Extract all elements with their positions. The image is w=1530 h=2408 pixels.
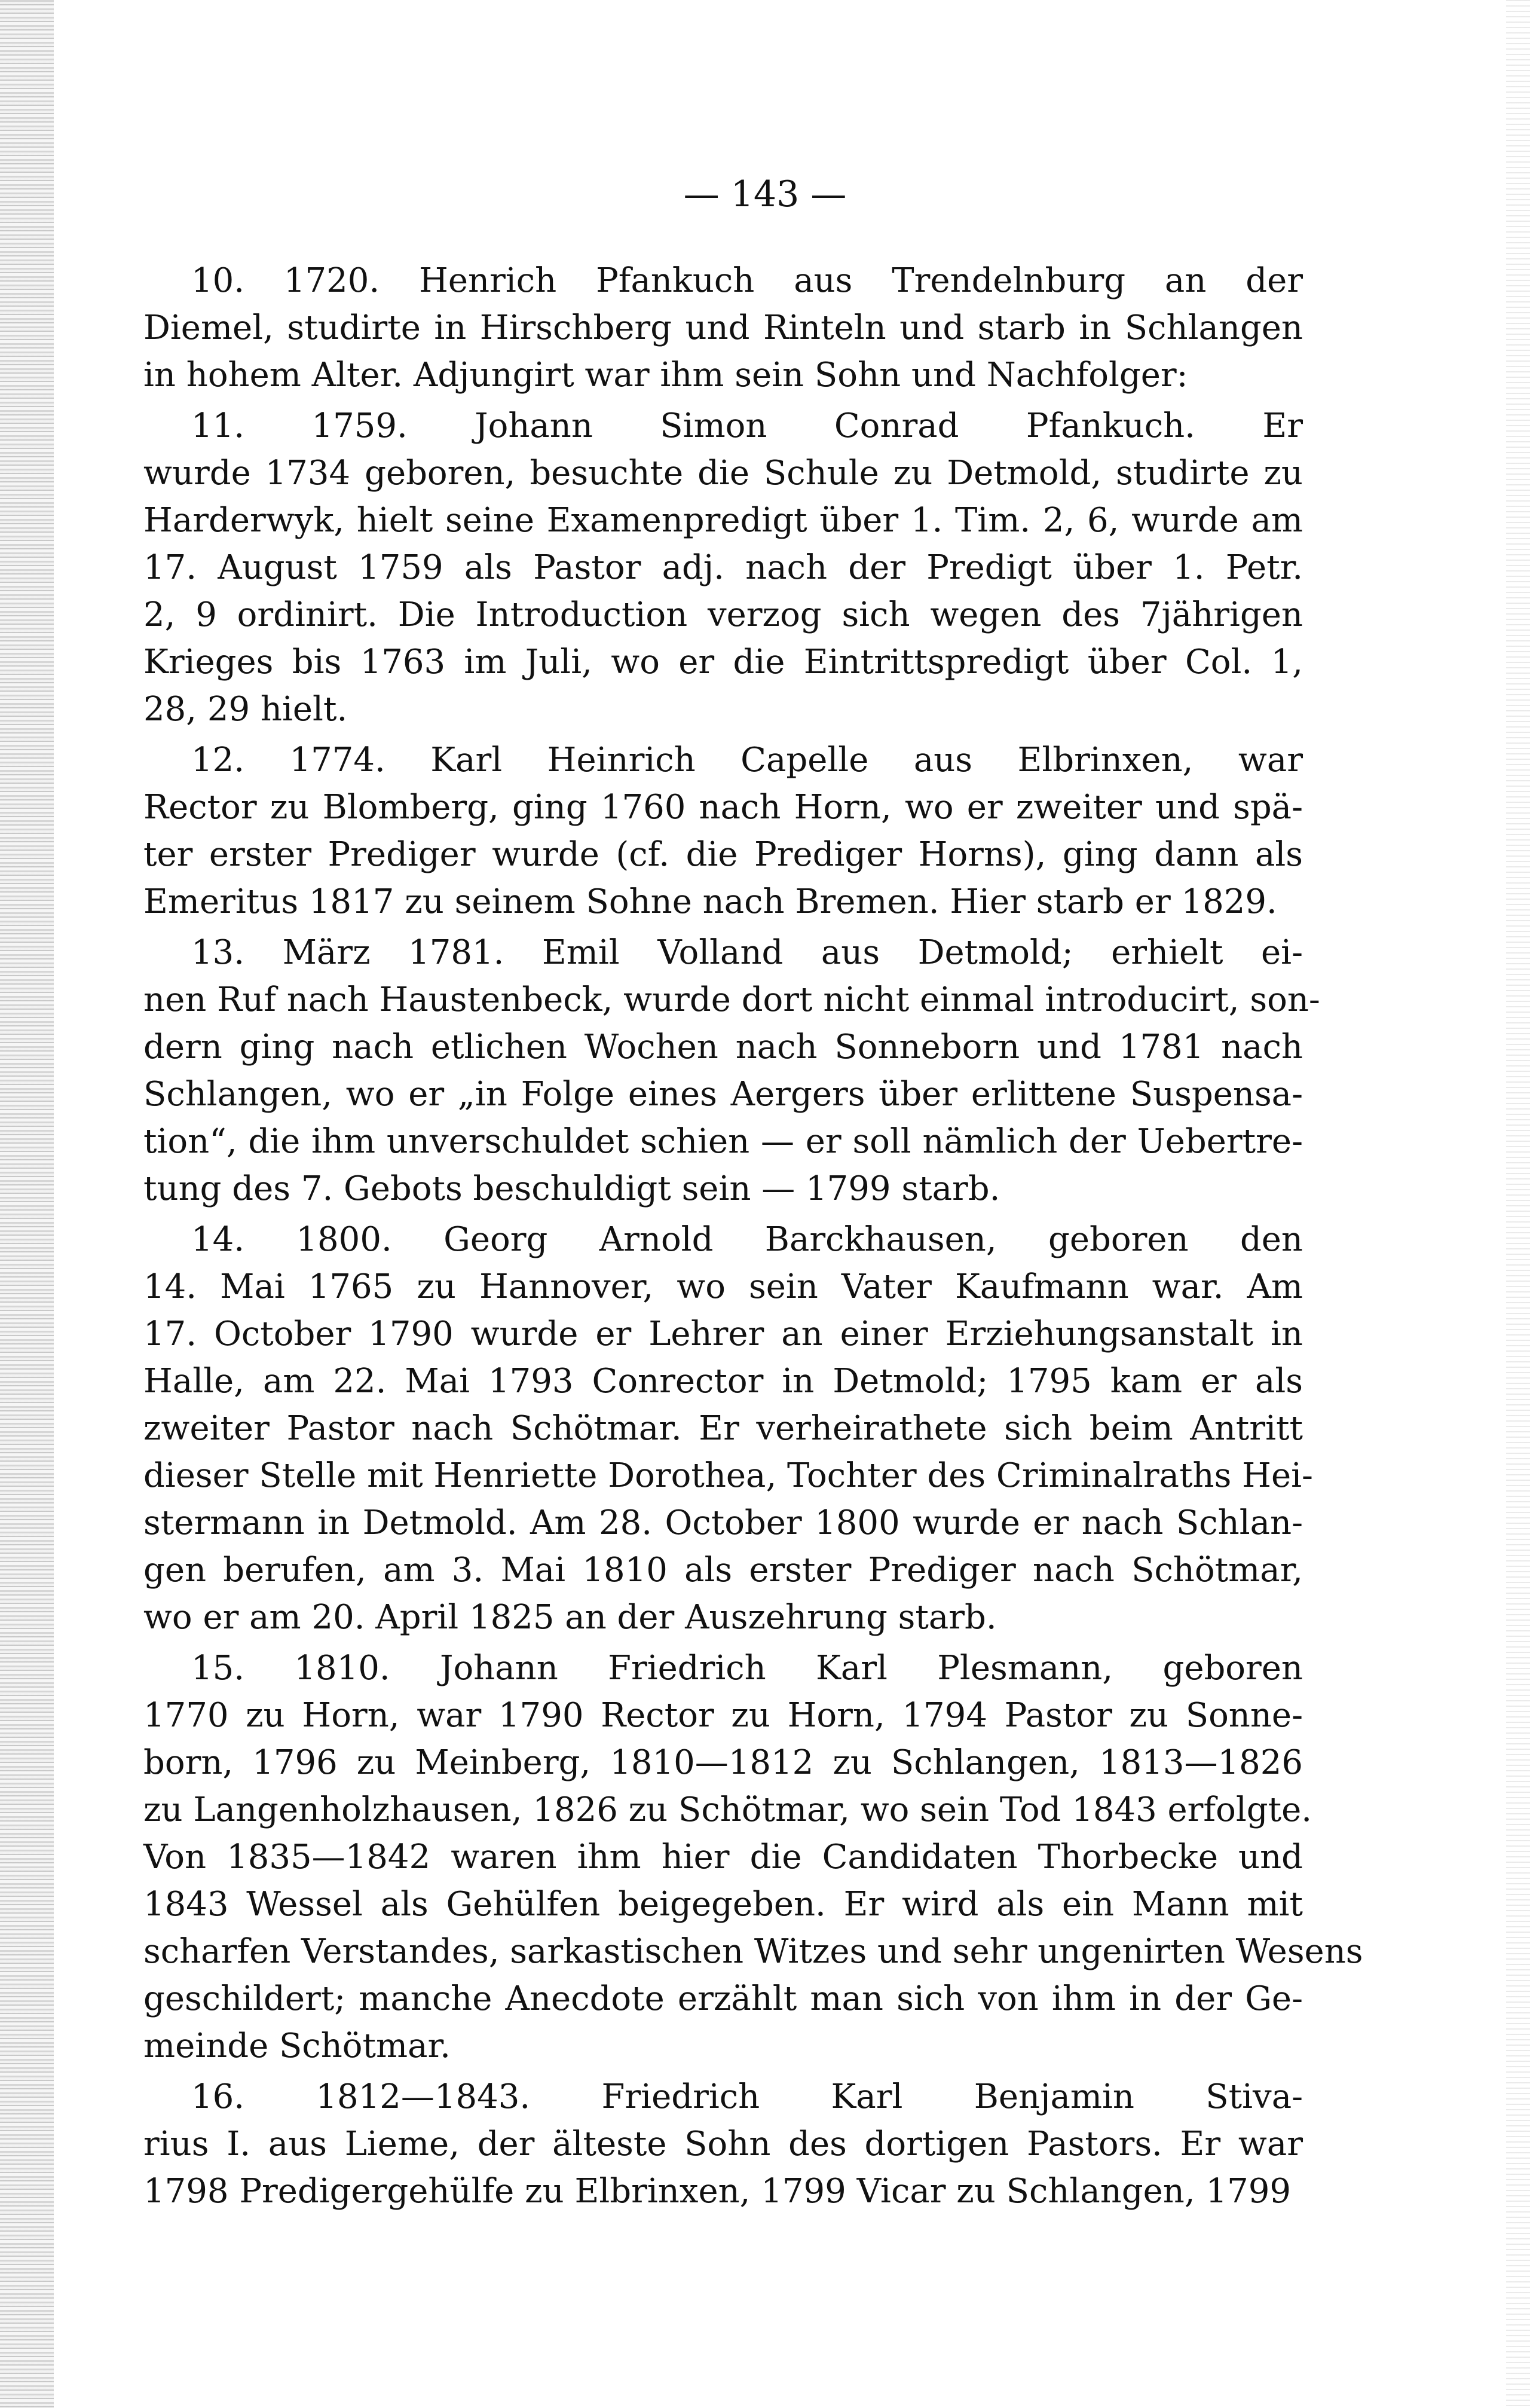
text-line: tion“, die ihm unverschuldet schien — er soll nämlich der Uebertre- [143,1122,1303,1161]
paragraph [143,257,1303,399]
text-line: tung des 7. Gebots beschuldigt sein — 1799 starb. [143,1169,1000,1208]
text-line: 14. 1800. Georg Arnold Barckhausen, geboren den [191,1220,1303,1259]
text-line: nen Ruf nach Haustenbeck, wurde dort nicht einmal introducirt, son- [143,980,1320,1019]
text-line: Diemel, studirte in Hirschberg und Rinteln und starb in Schlangen [143,308,1303,347]
text-line: Emeritus 1817 zu seinem Sohne nach Bremen. Hier starb er 1829. [143,882,1277,921]
text-line: Rector zu Blomberg, ging 1760 nach Horn, wo er zweiter und spä- [143,788,1303,827]
text-line: wurde 1734 geboren, besuchte die Schule zu Detmold, studirte zu [143,454,1303,493]
text-line: 2, 9 ordinirt. Die Introduction verzog sich wegen des 7jährigen [143,595,1303,634]
text-line: 28, 29 hielt. [143,690,348,729]
paragraph [143,2073,1303,2215]
text-line: gen berufen, am 3. Mai 1810 als erster Prediger nach Schötmar, [143,1551,1303,1590]
text-line: dern ging nach etlichen Wochen nach Sonneborn und 1781 nach [143,1028,1303,1067]
text-line: Schlangen, wo er „in Folge eines Aergers über erlittene Suspensa- [143,1075,1303,1114]
text-line: Krieges bis 1763 im Juli, wo er die Eintrittspredigt über Col. 1, [143,643,1303,682]
text-line: Von 1835—1842 waren ihm hier die Candidaten Thorbecke und [143,1838,1303,1877]
paragraph [143,402,1303,733]
text-line: Halle, am 22. Mai 1793 Conrector in Detmold; 1795 kam er als [143,1362,1303,1401]
page-body [143,257,1363,2218]
paragraph [143,737,1303,925]
text-line: zu Langenholzhausen, 1826 zu Schötmar, wo sein Tod 1843 erfolgte. [143,1790,1312,1829]
text-line: ter erster Prediger wurde (cf. die Prediger Horns), ging dann als [143,835,1303,874]
text-line: meinde Schötmar. [143,2027,451,2065]
text-line: geschildert; manche Anecdote erzählt man sich von ihm in der Ge- [143,1979,1303,2018]
text-line: 11. 1759. Johann Simon Conrad Pfankuch. Er [191,407,1303,445]
text-line: Harderwyk, hielt seine Examenpredigt über 1. Tim. 2, 6, wurde am [143,501,1303,540]
text-line: 17. October 1790 wurde er Lehrer an einer Erziehungsanstalt in [143,1315,1303,1353]
text-line: scharfen Verstandes, sarkastischen Witzes und sehr ungenirten Wesens [143,1932,1363,1971]
text-line: 1843 Wessel als Gehülfen beigegeben. Er wird als ein Mann mit [143,1885,1303,1924]
text-line: zweiter Pastor nach Schötmar. Er verheirathete sich beim Antritt [143,1409,1303,1448]
paragraph [143,1216,1313,1641]
scan-edge-left [0,0,54,2408]
text-line: rius I. aus Lieme, der älteste Sohn des dortigen Pastors. Er war [143,2125,1303,2163]
text-line: born, 1796 zu Meinberg, 1810—1812 zu Schlangen, 1813—1826 [143,1743,1303,1782]
text-line: in hohem Alter. Adjungirt war ihm sein Sohn und Nachfolger: [143,356,1188,395]
scan-edge-right [1506,0,1530,2408]
text-line: 15. 1810. Johann Friedrich Karl Plesmann, geboren [191,1649,1303,1688]
text-line: 12. 1774. Karl Heinrich Capelle aus Elbrinxen, war [191,741,1303,780]
text-line: 14. Mai 1765 zu Hannover, wo sein Vater Kaufmann war. Am [143,1267,1303,1306]
paragraph [143,929,1320,1212]
text-line: 13. März 1781. Emil Volland aus Detmold; erhielt ei- [191,933,1303,972]
text-line: dieser Stelle mit Henriette Dorothea, Tochter des Criminalraths Hei- [143,1456,1313,1495]
text-line: wo er am 20. April 1825 an der Auszehrung starb. [143,1598,997,1637]
paragraph [143,1645,1363,2070]
page-number: — 143 — [683,173,847,215]
text-line: 17. August 1759 als Pastor adj. nach der Predigt über 1. Petr. [143,548,1303,587]
text-line: 1770 zu Horn, war 1790 Rector zu Horn, 1794 Pastor zu Sonne- [143,1696,1303,1735]
text-line: 16. 1812—1843. Friedrich Karl Benjamin Stiva- [191,2077,1303,2116]
text-line: 10. 1720. Henrich Pfankuch aus Trendelnburg an der [191,261,1303,300]
text-line: 1798 Predigergehülfe zu Elbrinxen, 1799 Vicar zu Schlangen, 1799 [143,2172,1291,2211]
text-line: stermann in Detmold. Am 28. October 1800 wurde er nach Schlan- [143,1504,1303,1542]
